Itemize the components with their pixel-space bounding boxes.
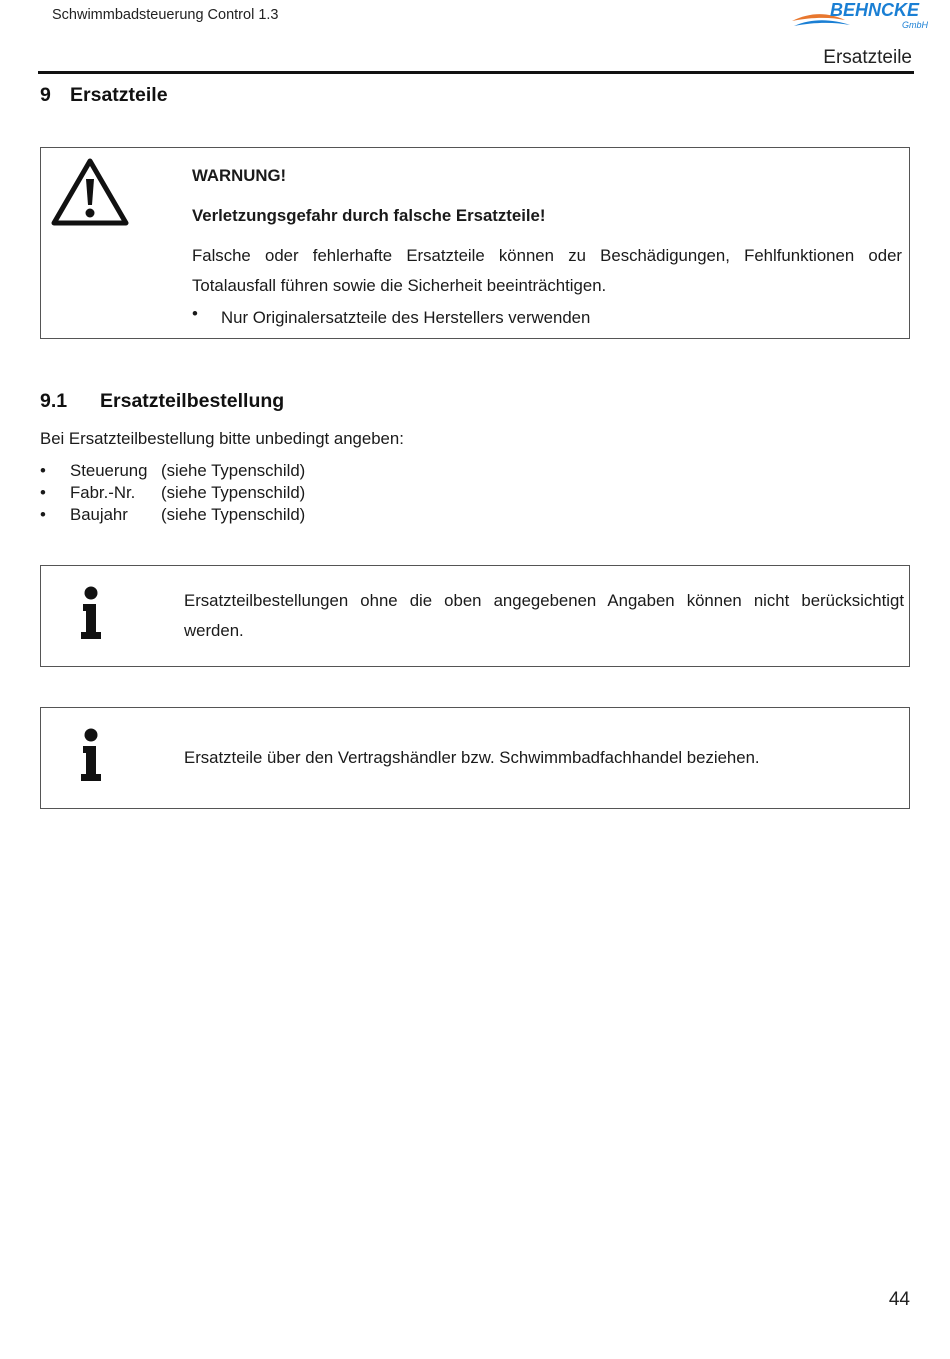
list-item-note: (siehe Typenschild) xyxy=(161,461,306,480)
list-item-label: Steuerung xyxy=(70,461,148,480)
document-title: Schwimmbadsteuerung Control 1.3 xyxy=(52,7,279,23)
list-item-note: (siehe Typenschild) xyxy=(161,505,306,524)
header-rule xyxy=(38,71,914,74)
warning-text-line-1: Falsche oder fehlerhafte Ersatzteile können zu Beschädigungen, Fehlfunktionen oder xyxy=(192,246,902,265)
warning-subtitle: Verletzungsgefahr durch falsche Ersatzteile! xyxy=(192,206,546,225)
warning-text-line-2: Totalausfall führen sowie die Sicherheit beeinträchtigen. xyxy=(192,276,607,295)
bullet-icon: • xyxy=(40,505,46,524)
info-text-line-1: Ersatzteilbestellungen ohne die oben angegebenen Angaben können nicht berücksichtigt xyxy=(184,591,904,610)
warning-label: WARNUNG! xyxy=(192,166,287,185)
behncke-logo xyxy=(790,0,935,32)
chapter-number: 9 xyxy=(40,84,51,106)
warning-bullet-text: Nur Originalersatzteile des Herstellers verwenden xyxy=(221,308,591,327)
bullet-icon: • xyxy=(192,304,198,323)
bullet-icon: • xyxy=(40,461,46,480)
section-title: Ersatzteilbestellung xyxy=(100,390,285,412)
info-box xyxy=(40,565,910,667)
header-section-name: Ersatzteile xyxy=(823,47,912,68)
list-item-label: Fabr.-Nr. xyxy=(70,483,136,502)
logo-sub-text: GmbH xyxy=(902,20,929,30)
info-text-line-2: werden. xyxy=(184,621,244,640)
list-item-label: Baujahr xyxy=(70,505,128,524)
section-intro: Bei Ersatzteilbestellung bitte unbedingt angeben: xyxy=(40,429,404,448)
info-icon xyxy=(76,586,106,641)
logo-brand-text: BEHNCKE xyxy=(830,0,920,20)
warning-triangle-icon xyxy=(50,157,130,229)
chapter-title: Ersatzteile xyxy=(70,84,168,106)
info-text: Ersatzteile über den Vertragshändler bzw. Schwimmbadfachhandel beziehen. xyxy=(184,748,760,767)
list-item-note: (siehe Typenschild) xyxy=(161,483,306,502)
bullet-icon: • xyxy=(40,483,46,502)
info-icon xyxy=(76,728,106,783)
page-number: 44 xyxy=(888,1289,910,1310)
section-number: 9.1 xyxy=(40,390,68,412)
